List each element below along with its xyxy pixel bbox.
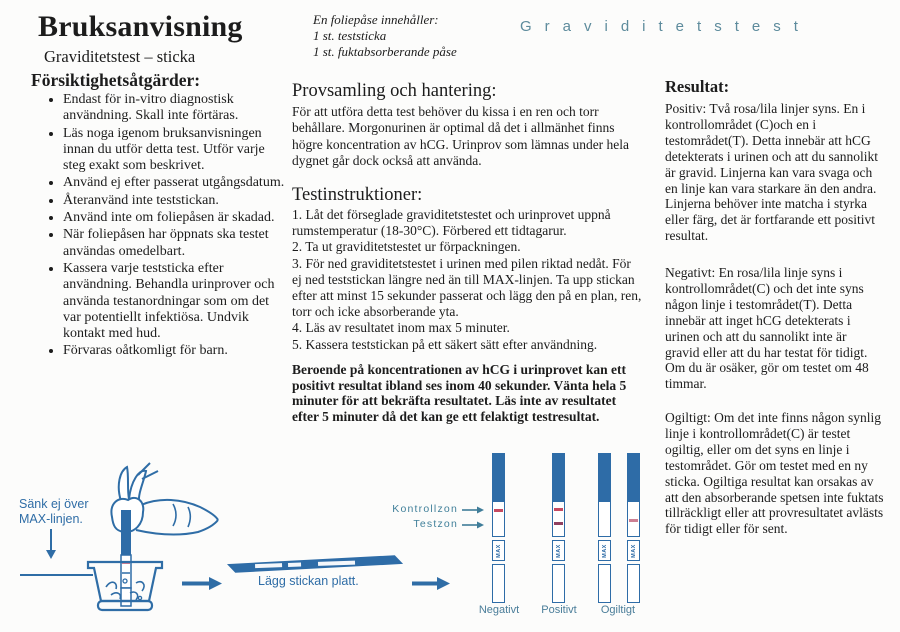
strip-max-mark: MAX [627, 540, 640, 561]
precaution-item: • Använd inte om foliepåsen är skadad. [63, 210, 287, 226]
strip-handle [492, 453, 505, 501]
dip-test-diagram [78, 455, 228, 630]
precautions-heading: Försiktighetsåtgärder: [31, 70, 201, 90]
instruction-step: 5. Kassera teststickan på ett säkert sätt efter användning. [292, 336, 598, 352]
result-positive-text: Positiv: Två rosa/lila linjer syns. En i kontrollområdet (C)och en i testområdet(T). Detta innebär att hCG detekterats i urinen och att du sannolikt är gravid. Linjerna kan vara svaga och en linje kan vara starkare än den andra. Linjerna behöver inte matcha i styrka eller färg, det är fortfarande ett positivt resultat. [665, 101, 878, 244]
precaution-item: • Läs noga igenom bruksanvisningen innan du utför detta test. Utför varje steg exakt som beskrivet. [63, 126, 287, 175]
strip-result-window [552, 501, 565, 537]
package-contents-title: En foliepåse innehåller: [313, 12, 439, 27]
kontrollzon-label: Kontrollzon [392, 503, 458, 515]
sampling-heading: Provsamling och hantering: [292, 81, 497, 101]
result-invalid-text: Ogiltigt: Om det inte finns någon synlig linje i kontrollområdet(C) är testet ogiltig, eller om det syns en linje i testområdet. Gör om testet med en ny sticka. Ogiltiga resultat kan orsakas av att den absorberande spetsen inte fuktats tillräckligt eller att provresultatet avlästs för tidigt eller för sent. [665, 410, 884, 537]
package-contents [313, 12, 457, 60]
package-contents-item: 1 st. fuktabsorberande påse [313, 44, 457, 59]
instruction-step: 2. Ta ut graviditetstestet ur förpackningen. [292, 239, 521, 255]
instruction-step: 4. Läs av resultatet inom max 5 minuter. [292, 320, 510, 336]
arrow-down-icon [44, 528, 58, 560]
zone-pointer-icon [462, 506, 484, 514]
test-line [554, 522, 563, 525]
precaution-item: • Återanvänd inte teststickan. [63, 193, 287, 209]
strip-label-negative: Negativt [478, 604, 520, 616]
page-subtitle: Graviditetstest – sticka [44, 47, 196, 66]
test-strip-invalid-blank [598, 453, 611, 603]
package-contents-item: 1 st. teststicka [313, 28, 387, 43]
strip-tip [598, 564, 611, 603]
strip-handle [598, 453, 611, 501]
strip-handle [627, 453, 640, 501]
strip-tip [552, 564, 565, 603]
strip-max-mark: MAX [552, 540, 565, 561]
strip-max-mark: MAX [492, 540, 505, 561]
sampling-body: För att utföra detta test behöver du kissa i en ren och torr behållare. Morgonurinen är optimal då det i allmänhet finns högre koncentration av hCG. Urinprov som lämnas under hela dygnet går dock också att använda. [292, 104, 630, 169]
max-line-note: Sänk ej över MAX-linjen. [19, 497, 89, 526]
zone-pointer-icon [462, 521, 484, 529]
strip-handle [552, 453, 565, 501]
strip-result-window [492, 501, 505, 537]
flat-stick-diagram [225, 551, 405, 575]
results-heading: Resultat: [665, 77, 730, 96]
brand-header: Graviditetstest [520, 18, 811, 35]
test-strip-negative [492, 453, 505, 603]
strip-tip [492, 564, 505, 603]
instruction-step: 3. För ned graviditetstestet i urinen med pilen riktad nedåt. För ej ned teststickan längre ned än till MAX-linjen. Ta upp stickan efter att minst 15 sekunder passerat och lägg den på en plan, ren, torr och icke absorberande yta. [292, 255, 642, 320]
precaution-item: • Endast för in-vitro diagnostisk användning. Skall inte förtäras. [63, 92, 287, 125]
strip-label-invalid: Ogiltigt [600, 604, 636, 616]
test-line [629, 519, 638, 522]
control-line [554, 508, 563, 511]
strip-result-window [598, 501, 611, 537]
instruction-step: 1. Låt det förseglade graviditetstestet och urinprovet uppnå rumstemperatur (18-30°C). Förbered ett tidtagarur. [292, 207, 611, 239]
test-strip-invalid-testline [627, 453, 640, 603]
arrow-right-icon [182, 577, 222, 590]
timing-warning: Beroende på koncentrationen av hCG i urinprovet kan ett positivt resultat ibland ses inom 40 sekunder. Vänta hela 5 minuter för att bekräfta resultatet. Läs inte av resultatet efter 5 minuter då det kan ge ett felaktigt testresultat. [292, 362, 627, 424]
flat-stick-note: Lägg stickan platt. [258, 574, 359, 588]
zone-labels [380, 502, 458, 532]
instructions-heading: Testinstruktioner: [292, 185, 423, 205]
testzon-label: Testzon [413, 518, 458, 530]
test-strip-positive [552, 453, 565, 603]
strip-max-mark: MAX [598, 540, 611, 561]
result-negative-text: Negativt: En rosa/lila linje syns i kontrollområdet(C) och det inte syns någon linje i testområdet(T). Detta innebär att inget hCG detekterats i urinen och att du sannolikt inte är gravid eller att du har testat för tidigt. Om du är osäker, gör om testet om 48 timmar. [665, 265, 869, 392]
strip-result-window [627, 501, 640, 537]
control-line [494, 509, 503, 512]
precaution-item: • Kassera varje teststicka efter användning. Behandla urinprover och använda testanordningar som om det var potentiellt infektiösa. Undvik kontakt med hud. [63, 261, 287, 342]
strip-label-positive: Positivt [541, 604, 577, 616]
arrow-right-icon [412, 577, 450, 590]
precaution-item: • Förvaras oåtkomligt för barn. [63, 343, 287, 359]
precaution-item: • När foliepåsen har öppnats ska testet användas omedelbart. [63, 227, 287, 260]
instructions-steps [292, 207, 644, 353]
precaution-item: • Använd ej efter passerat utgångsdatum. [63, 175, 287, 191]
strip-tip [627, 564, 640, 603]
page-title: Bruksanvisning [38, 10, 243, 43]
precautions-list [37, 92, 287, 361]
